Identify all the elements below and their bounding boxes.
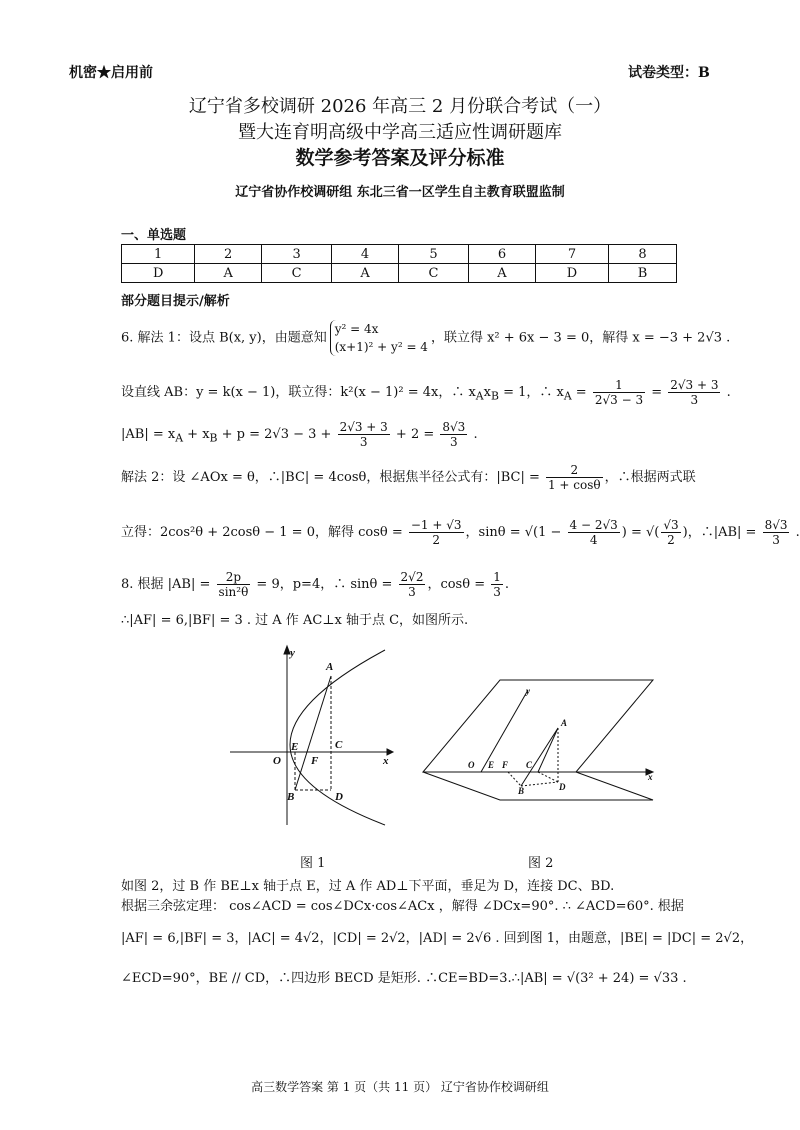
fraction [338,420,390,449]
q8-text: . [504,577,509,592]
q6-text: 解法 2：设 ∠AOx = θ，∴|BC| = 4cosθ，根据焦半径公式有：|BC| = [121,470,544,485]
numerator: 1 [593,378,645,393]
fraction [661,518,680,547]
numerator: 8√3 [764,518,788,532]
q8-line-1 [121,570,509,599]
q6-text: = 1，∴ x [498,385,564,400]
label-A: A [326,661,334,673]
q6-text: + x [183,427,210,442]
q8-para-2: 根据三余弦定理： cos∠ACD = cos∠DCx·cos∠ACx ，解得 ∠DCx=90°. ∴ ∠ACD=60°. 根据 [121,899,684,914]
page-footer: 高三数学答案 第 1 页（共 11 页） 辽宁省协作校调研组 [251,1080,549,1094]
label-E: E [291,741,299,753]
label-C: C [335,739,343,751]
label-B: B [518,786,525,796]
label-y: y [526,686,530,696]
segment-AC [538,728,558,772]
answer-cell: D [535,264,608,283]
fraction [763,518,790,547]
question-number: 6 [469,245,536,264]
q6-text: ，联立得 x² + 6x − 3 = 0，解得 x = −3 + 2√3 . [430,330,731,346]
numerator: −1 + √3 [410,518,462,532]
figure-2-caption: 图 2 [528,856,554,871]
system-eq-2: (x+1)² + y² = 4 [334,340,428,354]
q8-para-4: ∠ECD=90°，BE // CD，∴四边形 BECD 是矩形. ∴CE=BD=3.∴|AB| = √(3² + 24) = √33 . [121,971,687,986]
segment-BE-dashed [508,772,521,786]
fraction [546,463,603,492]
organizer-line: 辽宁省协作校调研组 东北三省一区学生自主教育联盟监制 [235,185,565,200]
q6-text: + p = 2√3 − 3 + [217,427,336,442]
q8-text: = 9，p=4，∴ sinθ = [252,577,397,592]
exam-subtitle: 暨大连育明高级中学高三适应性调研题库 [238,122,562,143]
fraction [491,570,503,599]
numerator: 2 [546,463,603,478]
segment-AB [521,728,558,786]
denominator: 3 [690,393,699,407]
numerator: 2√3 + 3 [670,378,719,392]
question-number: 1 [122,245,195,264]
q6-line-3 [121,420,478,449]
figure-1-parabola [225,640,400,830]
subscript: B [490,389,499,403]
q6-text: )，∴|AB| = [682,525,761,540]
confidential-mark: 机密★启用前 [69,65,153,81]
question-number: 5 [398,245,468,264]
upper-plane [423,680,653,772]
q6-method2-line-2 [121,518,800,547]
segment-CD-dashed [538,772,558,782]
subscript: A [175,431,184,445]
label-E: E [488,760,495,770]
doc-title: 数学参考答案及评分标准 [295,147,505,169]
denominator: 2 [667,533,675,547]
denominator: 4 [589,533,598,547]
fraction [668,378,720,407]
denominator: 2 [432,533,441,547]
denominator: 3 [493,585,501,599]
q8-para-3: |AF| = 6,|BF| = 3，|AC| = 4√2，|CD| = 2√2，|AD| = 2√6 . 回到图 1，由题意，|BE| = |DC| = 2√2， [121,931,754,946]
question-number: 4 [332,245,399,264]
segment-BD-dashed [521,782,558,786]
label-C: C [526,760,533,770]
label-y: y [290,647,295,659]
q6-line-1 [121,320,730,356]
section-heading-hints: 部分题目提示/解析 [121,294,230,309]
q8-text: 8. 根据 |AB| = [121,577,215,592]
denominator: 3 [408,585,416,599]
fraction [399,570,426,599]
q6-text: ，sinθ = √(1 − [465,525,566,540]
lower-plane [423,772,653,800]
q6-text: 立得：2cos²θ + 2cosθ − 1 = 0，解得 cosθ = [121,525,407,540]
q6-text: = [571,385,591,400]
exam-title: 辽宁省多校调研 2026 年高三 2 月份联合考试（一） [188,96,612,117]
numerator: 8√3 [442,420,466,434]
label-x: x [648,772,653,782]
denominator: 3 [450,435,458,449]
equation-system [330,320,428,356]
q8-line-2: ∴|AF| = 6,|BF| = 3 . 过 A 作 AC⊥x 轴于点 C，如图所示. [121,613,469,628]
label-B: B [287,791,295,803]
q6-text: |AB| = x [121,427,176,442]
label-x: x [383,755,389,767]
numerator: 2p [217,570,251,585]
figure-1-caption: 图 1 [300,856,326,871]
section-heading-single-choice: 一、单选题 [121,228,187,243]
answer-table [121,244,677,283]
answer-cell: A [195,264,262,283]
denominator: 2√3 − 3 [594,393,644,407]
answer-cell: A [469,264,536,283]
fraction [593,378,645,407]
answer-cell: C [262,264,332,283]
q6-text: . [722,385,731,400]
answer-cell: A [332,264,399,283]
label-F: F [502,760,509,770]
denominator: 3 [772,533,780,547]
subscript: A [475,389,484,403]
answer-cell: B [609,264,677,283]
question-number: 2 [195,245,262,264]
label-A: A [561,718,568,728]
system-eq-1: y² = 4x [334,322,379,336]
numerator: √3 [663,518,679,532]
label-O: O [273,755,281,767]
fraction [409,518,464,547]
label-F: F [311,755,319,767]
answer-table-number-row [122,245,677,264]
numerator: 1 [493,570,501,584]
q6-text: 6. 解法 1：设点 B(x, y)，由题意知 [121,330,327,346]
question-number: 7 [535,245,608,264]
denominator: sin²θ [218,585,249,599]
q6-text: . [791,525,800,540]
numerator: 2√3 + 3 [339,420,388,434]
answer-cell: C [398,264,468,283]
q6-text: . [469,427,478,442]
question-number: 8 [609,245,677,264]
q6-text: = [647,385,667,400]
answer-cell: D [122,264,195,283]
denominator: 1 + cosθ [547,478,601,492]
label-O: O [468,760,475,770]
numerator: 4 − 2√3 [569,518,618,532]
q8-text: ，cosθ = [427,577,490,592]
numerator: 2√2 [400,570,424,584]
paper-type: 试卷类型：B [628,65,710,81]
q6-text: x [483,385,491,400]
label-D: D [559,782,566,792]
fraction [440,420,467,449]
q6-text: ，∴根据两式联 [604,470,696,485]
subscript: B [209,431,218,445]
q8-para-1: 如图 2，过 B 作 BE⊥x 轴于点 E，过 A 作 AD⊥下平面，垂足为 D，连接 DC、BD. [121,879,615,894]
q6-text: 设直线 AB：y = k(x − 1)，联立得：k²(x − 1)² = 4x，∴ x [121,385,476,400]
fraction [568,518,620,547]
q6-text: + 2 = [391,427,439,442]
figure-2-planes [418,670,668,820]
subscript: A [563,389,572,403]
denominator: 3 [359,435,368,449]
q6-text: ) = √( [621,525,660,540]
question-number: 3 [262,245,332,264]
q6-line-2 [121,378,731,407]
fraction [217,570,251,599]
label-D: D [335,791,343,803]
q6-method2-line-1 [121,463,696,492]
answer-table-answer-row [122,264,677,283]
segment-AB [295,676,331,790]
